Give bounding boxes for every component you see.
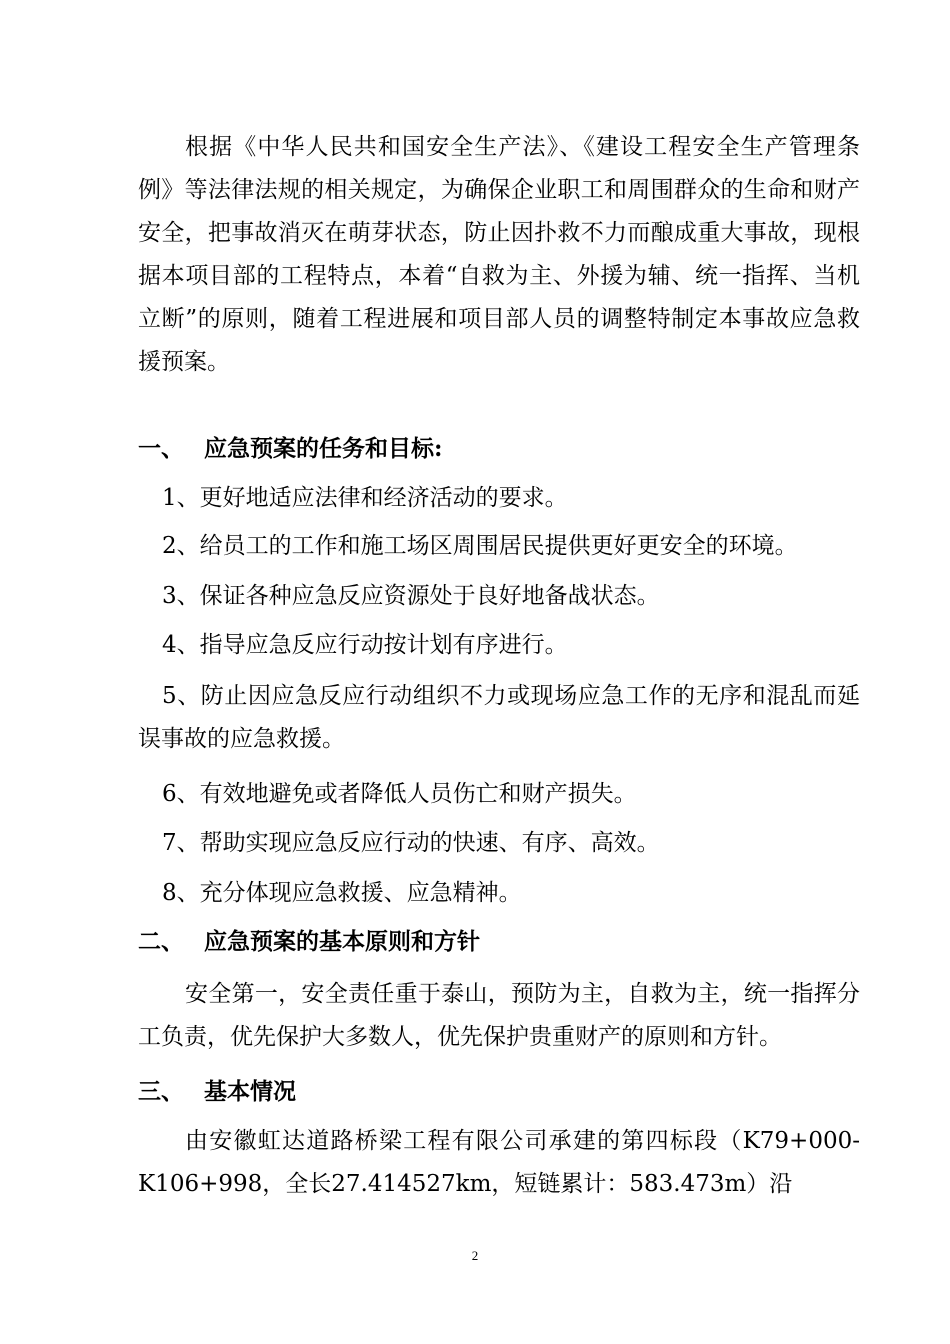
- page-number: 2: [471, 1248, 479, 1263]
- section-2-title: 应急预案的基本原则和方针: [204, 928, 480, 955]
- section-1-number: 一、: [138, 435, 184, 462]
- section-3-title: 基本情况: [204, 1078, 296, 1105]
- list-item: 4、指导应急反应行动按计划有序进行。: [162, 632, 568, 658]
- section-3-heading: [138, 1070, 860, 1113]
- list-item: 3、保证各种应急反应资源处于良好地备战状态。: [162, 583, 660, 609]
- section-1-title: 应急预案的任务和目标:: [204, 435, 443, 462]
- list-item: 6、有效地避免或者降低人员伤亡和财产损失。: [162, 781, 637, 807]
- list-item: 8、充分体现应急救援、应急精神。: [162, 880, 522, 906]
- list-item: 1、更好地适应法律和经济活动的要求。: [162, 485, 568, 511]
- section-2-body: 安全第一，安全责任重于泰山，预防为主，自救为主，统一指挥分工负责，优先保护大多数人，优先保护贵重财产的原则和方针。: [138, 981, 860, 1050]
- section-2-number: 二、: [138, 928, 184, 955]
- list-item: 7、帮助实现应急反应行动的快速、有序、高效。: [162, 830, 660, 856]
- section-3-number: 三、: [138, 1078, 184, 1105]
- list-item: 2、给员工的工作和施工场区周围居民提供更好更安全的环境。: [162, 533, 798, 559]
- intro-paragraph: 根据《中华人民共和国安全生产法》、《建设工程安全生产管理条例》等法律法规的相关规定，为确保企业职工和周围群众的生命和财产安全，把事故消灭在萌芽状态，防止因扑救不力而酿成重大事故，现根据本项目部的工程特点，本着“自救为主、外援为辅、统一指挥、当机立断”的原则，随着工程进展和项目部人员的调整特制定本事故应急救援预案。: [138, 134, 860, 375]
- list-item: 5、防止因应急反应行动组织不力或现场应急工作的无序和混乱而延误事故的应急救援。: [138, 683, 860, 752]
- section-1-heading: [138, 427, 860, 470]
- section-3-body: 由安徽虹达道路桥梁工程有限公司承建的第四标段（K79+000-K106+998，全长27.414527km，短链累计：583.473m）沿: [138, 1128, 860, 1197]
- section-2-heading: [138, 920, 860, 963]
